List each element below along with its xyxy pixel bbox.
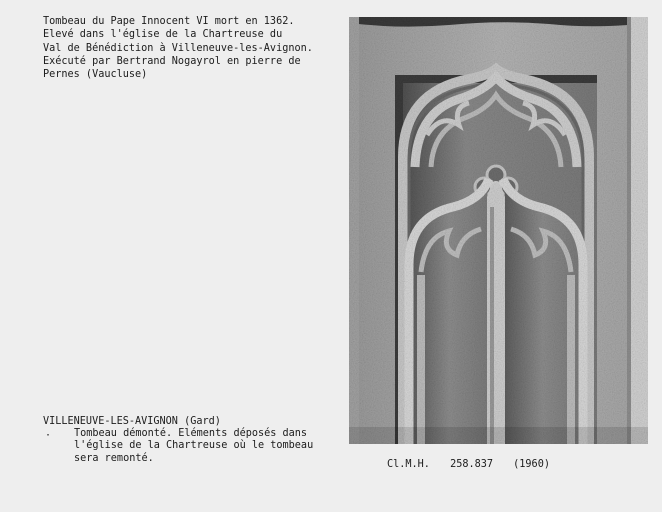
bottom-caption-line: Tombeau démonté. Eléments déposés dans bbox=[74, 428, 308, 440]
reference-number: 258.837 bbox=[450, 459, 494, 470]
top-caption-line: Tombeau du Pape Innocent VI mort en 1362. bbox=[43, 16, 295, 27]
stone-relief-photo bbox=[349, 17, 648, 444]
top-caption-line: Val de Bénédiction à Villeneuve-les-Avignon. bbox=[43, 42, 313, 54]
gothic-tracery-relief-photo bbox=[349, 17, 648, 444]
bottom-caption-line: l'église de la Chartreuse où le tombeau bbox=[74, 440, 314, 452]
photo-reference bbox=[387, 459, 564, 470]
top-caption-line: Elevé dans l'église de la Chartreuse du bbox=[43, 29, 283, 41]
top-caption-line: Pernes (Vaucluse) bbox=[43, 69, 148, 81]
reference-collection: Cl.M.H. bbox=[387, 459, 430, 470]
top-caption-line: Exécuté par Bertrand Nogayrol en pierre de bbox=[43, 55, 301, 67]
bottom-caption-place: VILLENEUVE-LES-AVIGNON (Gard) bbox=[43, 416, 221, 427]
bottom-caption-line: sera remonté. bbox=[74, 452, 154, 464]
bottom-caption bbox=[43, 416, 343, 465]
bullet-dot-icon: · bbox=[45, 430, 52, 441]
top-caption bbox=[43, 15, 343, 81]
reference-year: (1960) bbox=[513, 459, 550, 470]
